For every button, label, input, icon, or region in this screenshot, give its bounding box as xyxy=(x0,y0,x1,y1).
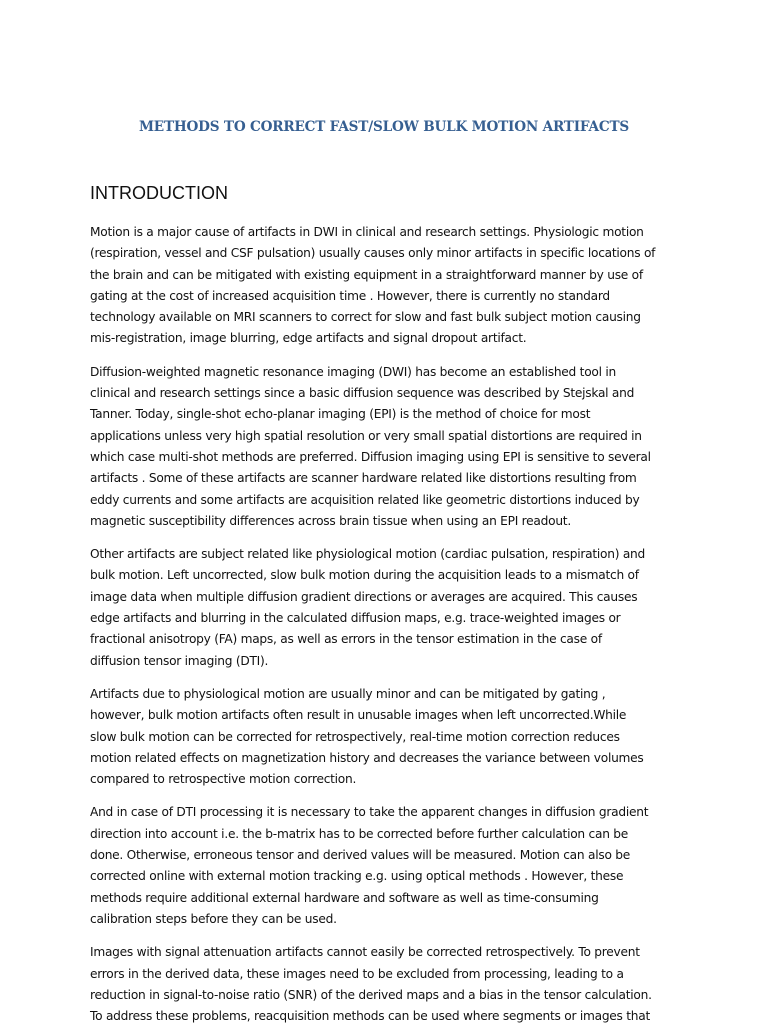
paragraph xyxy=(90,942,680,1024)
paragraph-line: Images with signal attenuation artifacts cannot easily be corrected retrospectively. To prevent xyxy=(90,945,640,960)
paragraph-line: methods require additional external hardware and software as well as time-consuming xyxy=(90,890,599,905)
paragraph xyxy=(90,222,680,350)
paragraph-line: Motion is a major cause of artifacts in DWI in clinical and research settings. Physiologic motion xyxy=(90,225,644,239)
paragraph-line: done. Otherwise, erroneous tensor and derived values will be measured. Motion can also be xyxy=(90,848,631,863)
paragraph-line: clinical and research settings since a basic diffusion sequence was described by Stejskal and xyxy=(90,386,635,401)
paragraph-line: errors in the derived data, these images need to be excluded from processing, leading to a xyxy=(90,966,624,981)
paragraph-line: (respiration, vessel and CSF pulsation) usually causes only minor artifacts in specific locations of xyxy=(90,246,656,261)
paragraph-line: direction into account i.e. the b-matrix has to be corrected before further calculation can be xyxy=(90,826,629,841)
body-text xyxy=(90,222,680,1024)
paragraph-line: artifacts . Some of these artifacts are scanner hardware related like distortions resulting from xyxy=(90,471,637,486)
paragraph-line: diffusion tensor imaging (DTI). xyxy=(90,653,269,668)
paragraph xyxy=(90,544,680,672)
paragraph-line: mis-registration, image blurring, edge artifacts and signal dropout artifact. xyxy=(90,331,527,346)
paragraph-line: image data when multiple diffusion gradient directions or averages are acquired. This causes xyxy=(90,589,638,604)
paragraph-line: slow bulk motion can be corrected for retrospectively, real-time motion correction reduces xyxy=(90,729,620,744)
document-title: METHODS TO CORRECT FAST/SLOW BULK MOTION ARTIFACTS xyxy=(138,119,630,135)
paragraph-line: technology available on MRI scanners to correct for slow and fast bulk subject motion causing xyxy=(90,310,641,325)
section-heading-introduction: INTRODUCTION xyxy=(90,183,228,203)
paragraph-line: corrected online with external motion tracking e.g. using optical methods . However, these xyxy=(90,869,624,884)
paragraph-line: fractional anisotropy (FA) maps, as well as errors in the tensor estimation in the case of xyxy=(90,632,602,647)
paragraph-line: motion related effects on magnetization history and decreases the variance between volumes xyxy=(90,750,644,765)
paragraph-line: magnetic susceptibility differences across brain tissue when using an EPI readout. xyxy=(90,513,571,528)
paragraph-line: And in case of DTI processing it is necessary to take the apparent changes in diffusion gradient xyxy=(90,805,649,820)
paragraph-line: the brain and can be mitigated with existing equipment in a straightforward manner by use of xyxy=(90,267,643,282)
paragraph-line: Other artifacts are subject related like physiological motion (cardiac pulsation, respiration) and xyxy=(90,547,646,562)
paragraph-line: calibration steps before they can be used. xyxy=(90,911,337,926)
paragraph-line: gating at the cost of increased acquisition time . However, there is currently no standard xyxy=(90,288,610,303)
paragraph-line: applications unless very high spatial resolution or very small spatial distortions are required in xyxy=(90,428,642,443)
paragraph xyxy=(90,802,680,930)
paragraph xyxy=(90,684,680,790)
paragraph-line: Artifacts due to physiological motion are usually minor and can be mitigated by gating , xyxy=(90,686,606,701)
paragraph-line: edge artifacts and blurring in the calculated diffusion maps, e.g. trace-weighted images or xyxy=(90,611,621,626)
paragraph-line: bulk motion. Left uncorrected, slow bulk motion during the acquisition leads to a mismatch of xyxy=(90,568,639,583)
paragraph-line: eddy currents and some artifacts are acquisition related like geometric distortions induced by xyxy=(90,492,640,507)
paragraph-line: To address these problems, reacquisition methods can be used where segments or images that xyxy=(90,1009,651,1024)
paragraph xyxy=(90,362,680,532)
paragraph-line: Diffusion-weighted magnetic resonance imaging (DWI) has become an established tool in xyxy=(90,364,616,379)
paragraph-line: compared to retrospective motion correction. xyxy=(90,772,357,787)
paragraph-line: which case multi-shot methods are preferred. Diffusion imaging using EPI is sensitive to several xyxy=(90,449,651,464)
paragraph-line: Tanner. Today, single-shot echo-planar imaging (EPI) is the method of choice for most xyxy=(90,407,591,422)
paragraph-line: however, bulk motion artifacts often result in unusable images when left uncorrected.While xyxy=(90,708,627,723)
paragraph-line: reduction in signal-to-noise ratio (SNR) of the derived maps and a bias in the tensor calculation. xyxy=(90,987,652,1002)
